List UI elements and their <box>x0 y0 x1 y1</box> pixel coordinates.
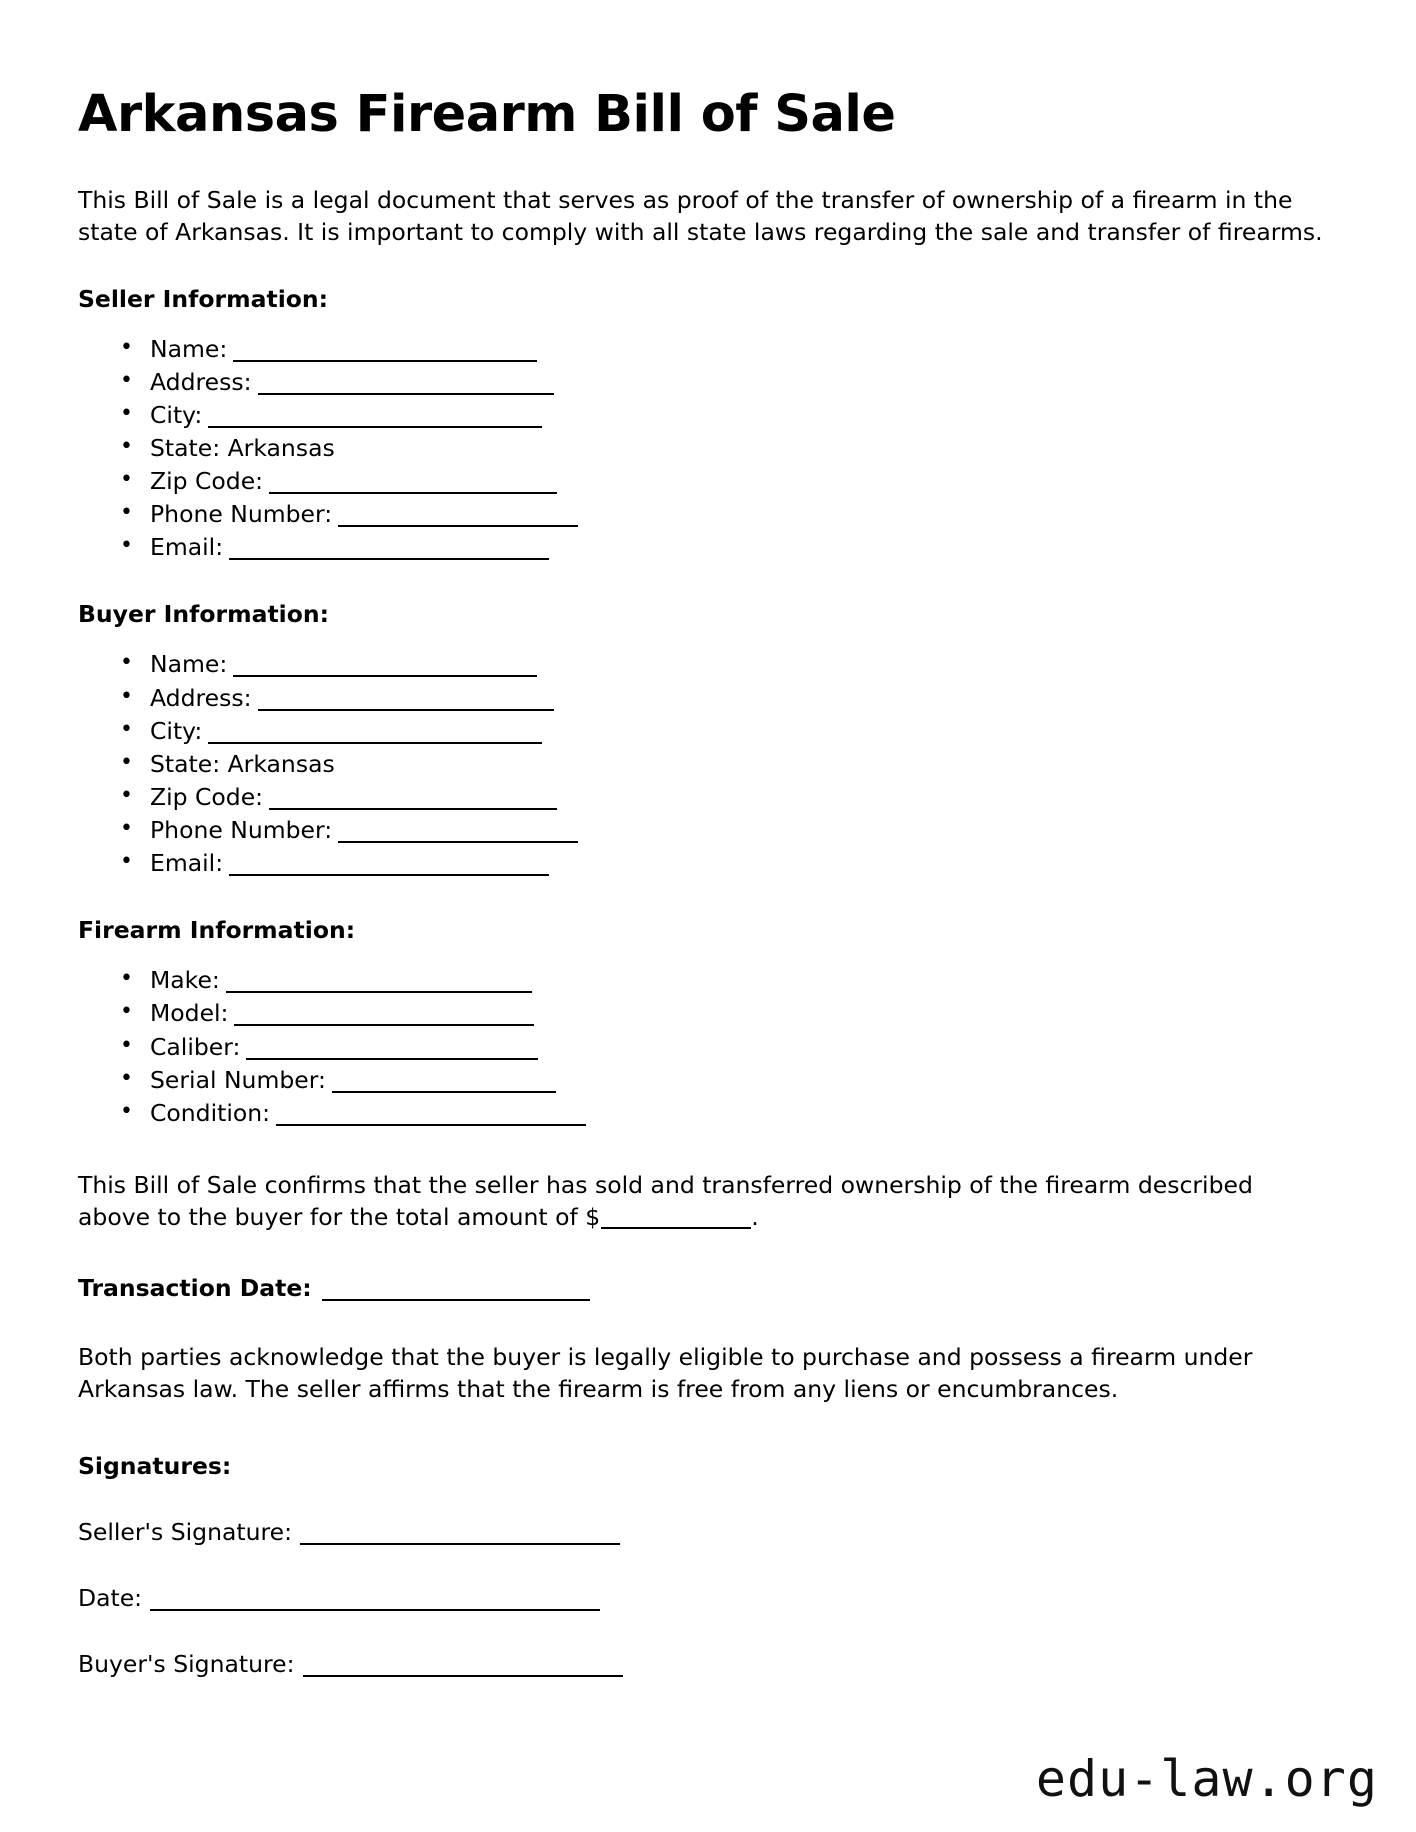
firearm-model-field <box>120 997 1338 1030</box>
seller-address-label: Address: <box>150 367 252 396</box>
seller-city-label: City: <box>150 400 203 429</box>
buyer-name-field <box>120 648 1338 681</box>
confirmation-text-after: . <box>751 1202 759 1231</box>
buyer-signature-row <box>78 1650 1338 1678</box>
buyer-name-label: Name: <box>150 650 228 679</box>
buyer-city-label: City: <box>150 716 203 745</box>
seller-city-input[interactable] <box>208 426 542 428</box>
seller-email-field <box>120 531 1338 564</box>
seller-signature-label: Seller's Signature: <box>78 1517 293 1546</box>
firearm-make-input[interactable] <box>226 991 532 993</box>
acknowledgment-paragraph: Both parties acknowledge that the buyer is legally eligible to purchase and possess a firearm under Arkansas law. The seller affirms that the firearm is free from any liens or encumbrances. <box>78 1342 1253 1403</box>
seller-signature-input[interactable] <box>300 1543 620 1545</box>
buyer-address-label: Address: <box>150 683 252 712</box>
seller-field-list <box>78 333 1338 565</box>
transaction-date-input[interactable] <box>322 1299 590 1301</box>
transaction-date-row <box>78 1274 1338 1302</box>
seller-address-field <box>120 366 1338 399</box>
firearm-serial-label: Serial Number: <box>150 1065 326 1094</box>
buyer-email-input[interactable] <box>229 874 549 876</box>
signature-date-label: Date: <box>78 1583 143 1612</box>
signature-date-row <box>78 1584 1338 1612</box>
transaction-date-label: Transaction Date: <box>78 1273 312 1302</box>
seller-phone-field <box>120 498 1338 531</box>
confirmation-paragraph <box>78 1170 1323 1234</box>
firearm-make-field <box>120 964 1338 997</box>
seller-zip-label: Zip Code: <box>150 467 264 496</box>
seller-email-label: Email: <box>150 533 224 562</box>
firearm-serial-field <box>120 1064 1338 1097</box>
buyer-city-field <box>120 715 1338 748</box>
firearm-caliber-label: Caliber: <box>150 1032 241 1061</box>
buyer-email-field <box>120 847 1338 880</box>
buyer-name-input[interactable] <box>233 675 537 677</box>
buyer-address-input[interactable] <box>258 709 554 711</box>
seller-city-field <box>120 399 1338 432</box>
seller-address-input[interactable] <box>258 393 554 395</box>
buyer-address-field <box>120 682 1338 715</box>
buyer-zip-field <box>120 781 1338 814</box>
buyer-signature-label: Buyer's Signature: <box>78 1649 295 1678</box>
seller-phone-label: Phone Number: <box>150 500 333 529</box>
seller-zip-input[interactable] <box>269 492 557 494</box>
buyer-state-value: State: Arkansas <box>150 749 335 778</box>
total-amount-input[interactable] <box>601 1227 751 1229</box>
buyer-city-input[interactable] <box>208 742 542 744</box>
firearm-field-list <box>78 964 1338 1130</box>
seller-name-label: Name: <box>150 334 228 363</box>
seller-name-input[interactable] <box>233 360 537 362</box>
buyer-phone-field <box>120 814 1338 847</box>
firearm-caliber-field <box>120 1031 1338 1064</box>
page-title: Arkansas Firearm Bill of Sale <box>78 85 896 144</box>
buyer-field-list <box>78 648 1338 880</box>
seller-email-input[interactable] <box>229 558 549 560</box>
buyer-information-heading: Buyer Information: <box>78 600 330 629</box>
buyer-phone-label: Phone Number: <box>150 816 333 845</box>
buyer-signature-input[interactable] <box>303 1675 623 1677</box>
intro-paragraph: This Bill of Sale is a legal document that serves as proof of the transfer of ownership of a firearm in the state of Arkansas. It is important to comply with all state laws regarding the sale and transfer of firearms. <box>78 185 1323 246</box>
buyer-zip-input[interactable] <box>269 808 557 810</box>
seller-state-value: State: Arkansas <box>150 433 335 462</box>
site-watermark: edu-law.org <box>1035 1750 1378 1808</box>
firearm-condition-label: Condition: <box>150 1098 271 1127</box>
firearm-information-heading: Firearm Information: <box>78 916 356 945</box>
firearm-caliber-input[interactable] <box>246 1058 538 1060</box>
seller-name-field <box>120 333 1338 366</box>
seller-zip-field <box>120 465 1338 498</box>
buyer-email-label: Email: <box>150 849 224 878</box>
buyer-zip-label: Zip Code: <box>150 782 264 811</box>
firearm-serial-input[interactable] <box>332 1091 556 1093</box>
firearm-make-label: Make: <box>150 966 220 995</box>
confirmation-text-before: This Bill of Sale confirms that the seller has sold and transferred ownership of the firearm described above to the buyer for the total amount of $ <box>78 1170 1253 1231</box>
buyer-phone-input[interactable] <box>338 841 578 843</box>
signature-date-input[interactable] <box>150 1609 600 1611</box>
firearm-condition-field <box>120 1097 1338 1130</box>
seller-phone-input[interactable] <box>338 525 578 527</box>
seller-state-field <box>120 432 1338 465</box>
signatures-heading: Signatures: <box>78 1451 232 1480</box>
firearm-model-label: Model: <box>150 999 229 1028</box>
seller-signature-row <box>78 1518 1338 1546</box>
firearm-model-input[interactable] <box>234 1024 534 1026</box>
seller-information-heading: Seller Information: <box>78 284 329 313</box>
buyer-state-field <box>120 748 1338 781</box>
firearm-condition-input[interactable] <box>276 1124 586 1126</box>
